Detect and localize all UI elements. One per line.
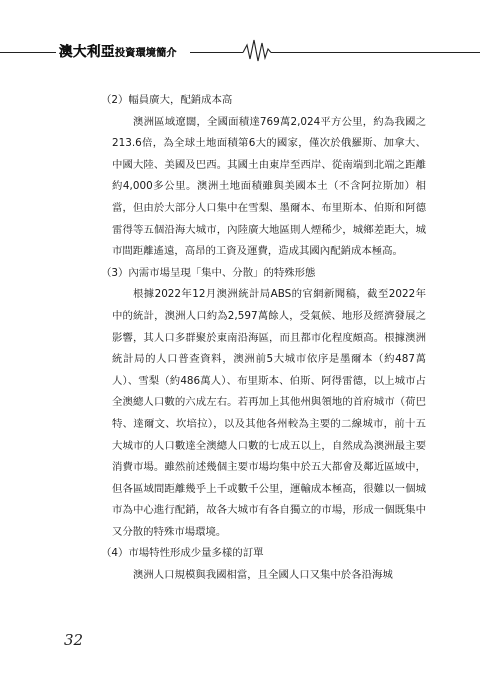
page-body xyxy=(101,90,426,587)
header-title-sub: 投資環境簡介 xyxy=(115,48,177,59)
section-paragraph: 澳洲區域遼闊，全國面積達769萬2,024平方公里，約為我國之213.6倍，為全球土地面積第6大的國家，僅次於俄羅斯、加拿大、中國大陸、美國及巴西。其國土由東岸至西岸、從南端到北端之距離約4,000多公里。澳洲土地面積雖與美國本土（不含阿拉斯加）相當，但由於大部分人口集中在雪梨、墨爾本、布里斯本、伯斯和阿德雷得等五個沿海大城市，內陸廣大地區則人煙稀少，城鄉差距大，城市間距離遙遠，高昂的工資及運費，造成其國內配銷成本極高。 xyxy=(112,115,426,258)
header-title-main: 澳大利亞 xyxy=(59,44,115,60)
section-paragraph: 澳洲人口規模與我國相當，且全國人口又集中於各沿海城 xyxy=(133,569,393,582)
header-title xyxy=(59,40,177,60)
section-paragraph: 根據2022年12月澳洲統計局ABS的官網新聞稿，截至2022年中的統計，澳洲人口約為2,597萬餘人，受氣候、地形及經濟發展之影響，其人口多群聚於東南沿海區，而且都市化程度頗高。根據澳洲統計局的人口普查資料，澳洲前5大城市依序是墨爾本（約487萬人）、雪梨（約486萬人）、布里斯本、伯斯、阿得雷德，以上城市占全澳總人口數的六成左右。若再加上其他州與領地的首府城市（荷巴特、達爾文、坎培拉），以及其他各州較為主要的二線城市，前十五大城市的人口數達全澳總人口數的七成五以上，自然成為澳洲最主要消費市場。雖然前述幾個主要市場均集中於五大都會及鄰近區域中，但各區域間距離幾乎上千或數千公里，運輸成本極高，很難以一個城市為中心進行配銷，故各大城市有各自獨立的市場，形成一個既集中又分散的特殊市場環境。 xyxy=(112,288,426,538)
section-heading: （4）市場特性形成少量多樣的訂單 xyxy=(101,547,264,560)
page-number: 32 xyxy=(64,631,84,649)
section-heading: （2）幅員廣大，配銷成本高 xyxy=(101,94,233,106)
running-header xyxy=(0,32,480,64)
section-heading: （3）內需市場呈現「集中、分散」的特殊形態 xyxy=(101,266,316,279)
